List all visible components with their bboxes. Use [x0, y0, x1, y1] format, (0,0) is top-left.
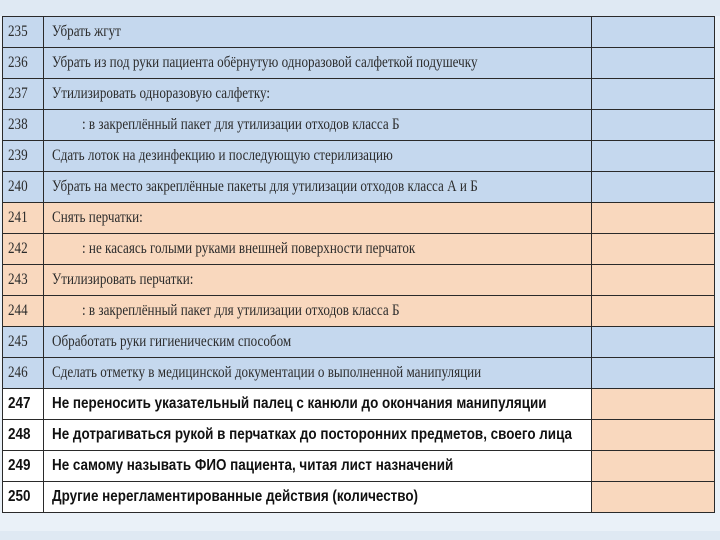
table-row	[3, 420, 715, 451]
row-text: Другие нерегламентированные действия (количество)	[52, 488, 419, 505]
table-row	[3, 451, 715, 482]
row-score-cell[interactable]	[592, 141, 715, 171]
row-number-cell	[3, 358, 44, 388]
row-number: 244	[8, 302, 28, 319]
row-number: 235	[8, 23, 28, 40]
row-number: 240	[8, 178, 28, 195]
row-text: Сделать отметку в медицинской документации о выполненной манипуляции	[52, 364, 482, 381]
row-number-cell	[3, 451, 44, 481]
row-score-cell[interactable]	[592, 296, 715, 326]
row-text-cell	[44, 420, 592, 450]
row-text: Сдать лоток на дезинфекцию и последующую стерилизацию	[52, 147, 393, 164]
table-row	[3, 482, 715, 513]
row-number-cell	[3, 420, 44, 450]
row-text: Убрать жгут	[52, 23, 121, 40]
row-score-cell[interactable]	[592, 389, 715, 419]
row-text-cell	[44, 172, 592, 202]
row-text: Не дотрагиваться рукой в перчатках до посторонних предметов, своего лица	[52, 426, 572, 443]
row-text: Не переносить указательный палец с канюли до окончания манипуляции	[52, 395, 547, 412]
row-number: 236	[8, 54, 28, 71]
row-number-cell	[3, 389, 44, 419]
table-row	[3, 389, 715, 420]
row-text: Убрать из под руки пациента обёрнутую одноразовой салфеткой подушечку	[52, 54, 478, 71]
row-text-cell	[44, 451, 592, 481]
row-text: : в закреплённый пакет для утилизации отходов класса Б	[82, 302, 400, 319]
bottom-background-strip	[0, 531, 720, 540]
row-score-cell[interactable]	[592, 203, 715, 233]
row-number-cell	[3, 327, 44, 357]
row-number-cell	[3, 482, 44, 512]
row-text-cell	[44, 48, 592, 78]
row-text-cell	[44, 389, 592, 419]
row-text-cell	[44, 265, 592, 295]
row-text-cell	[44, 203, 592, 233]
row-score-cell[interactable]	[592, 79, 715, 109]
row-text: Обработать руки гигиеническим способом	[52, 333, 292, 350]
row-text-cell	[44, 358, 592, 388]
row-text: Утилизировать одноразовую салфетку:	[52, 85, 271, 102]
table-row	[3, 48, 715, 79]
row-score-cell[interactable]	[592, 451, 715, 481]
table-row	[3, 172, 715, 203]
row-number-cell	[3, 234, 44, 264]
table-row	[3, 265, 715, 296]
row-number: 243	[8, 271, 28, 288]
row-text: : не касаясь голыми руками внешней поверхности перчаток	[82, 240, 416, 257]
row-text: Утилизировать перчатки:	[52, 271, 194, 288]
table-row	[3, 79, 715, 110]
table-row	[3, 141, 715, 172]
row-score-cell[interactable]	[592, 327, 715, 357]
row-number-cell	[3, 265, 44, 295]
row-score-cell[interactable]	[592, 265, 715, 295]
row-text-cell	[44, 296, 592, 326]
row-number-cell	[3, 17, 44, 47]
row-score-cell[interactable]	[592, 48, 715, 78]
table-row	[3, 203, 715, 234]
row-score-cell[interactable]	[592, 172, 715, 202]
row-score-cell[interactable]	[592, 110, 715, 140]
row-number: 248	[8, 426, 31, 443]
row-text: Убрать на место закреплённые пакеты для утилизации отходов класса А и Б	[52, 178, 478, 195]
row-score-cell[interactable]	[592, 482, 715, 512]
row-score-cell[interactable]	[592, 420, 715, 450]
row-number: 242	[8, 240, 28, 257]
row-number: 247	[8, 395, 31, 412]
row-score-cell[interactable]	[592, 234, 715, 264]
row-text: Не самому называть ФИО пациента, читая лист назначений	[52, 457, 454, 474]
row-text: : в закреплённый пакет для утилизации отходов класса Б	[82, 116, 400, 133]
row-text: Снять перчатки:	[52, 209, 143, 226]
row-number: 241	[8, 209, 28, 226]
table-row	[3, 234, 715, 265]
table-row	[3, 17, 715, 48]
table-row	[3, 110, 715, 141]
row-number-cell	[3, 203, 44, 233]
checklist-table	[2, 16, 715, 513]
row-text-cell	[44, 79, 592, 109]
row-number: 249	[8, 457, 31, 474]
row-score-cell[interactable]	[592, 17, 715, 47]
row-number: 237	[8, 85, 28, 102]
row-text-cell	[44, 327, 592, 357]
row-number: 245	[8, 333, 28, 350]
row-number-cell	[3, 296, 44, 326]
row-text-cell	[44, 482, 592, 512]
row-number-cell	[3, 141, 44, 171]
table-row	[3, 327, 715, 358]
row-number: 238	[8, 116, 28, 133]
row-number: 246	[8, 364, 28, 381]
row-text-cell	[44, 17, 592, 47]
row-number: 239	[8, 147, 28, 164]
row-text-cell	[44, 234, 592, 264]
row-score-cell[interactable]	[592, 358, 715, 388]
table-row	[3, 358, 715, 389]
row-number-cell	[3, 79, 44, 109]
row-number-cell	[3, 172, 44, 202]
table-row	[3, 296, 715, 327]
row-number-cell	[3, 110, 44, 140]
top-background-strip	[0, 0, 720, 16]
row-number: 250	[8, 488, 31, 505]
row-number-cell	[3, 48, 44, 78]
row-text-cell	[44, 141, 592, 171]
row-text-cell	[44, 110, 592, 140]
